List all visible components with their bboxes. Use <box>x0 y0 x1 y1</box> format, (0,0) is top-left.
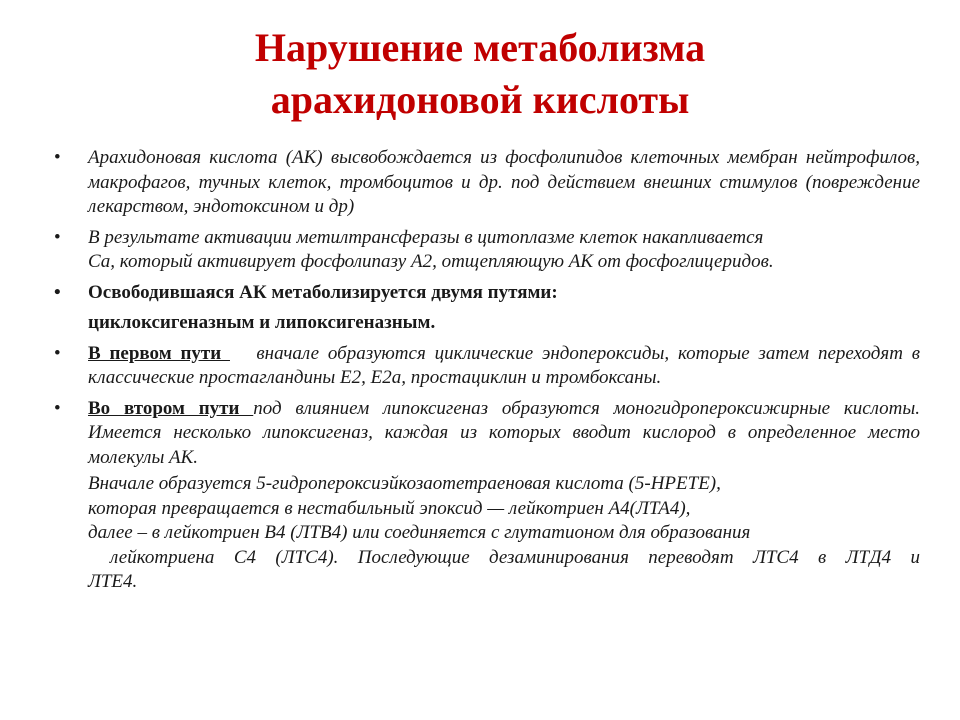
bullet-lead: Во втором пути <box>88 397 254 419</box>
bullet-item-5-details <box>54 472 920 595</box>
bullet-item-5 <box>54 397 920 471</box>
detail-line-1: Вначале образуется 5-гидропероксиэйкозаотетраеновая кислота (5-НРЕТЕ), <box>88 473 721 494</box>
bullet-item-3-continuation: циклоксигеназным и липоксигеназным. <box>88 312 436 333</box>
title-line-1: Нарушение метаболизма <box>254 25 706 70</box>
bullet-lead: В первом пути <box>88 342 230 364</box>
detail-line-5: ЛТЕ4. <box>88 571 138 592</box>
title-line-2: арахидоновой кислоты <box>270 77 690 122</box>
detail-line-2: которая превращается в нестабильный эпоксид — лейкотриен А4(ЛТА4), <box>88 497 691 519</box>
detail-line-3: далее – в лейкотриен В4 (ЛТВ4) или соединяется с глутатионом для образования <box>88 522 751 543</box>
slide-title <box>0 22 960 126</box>
bullet-text: вначале образуются циклические эндопероксиды, которые затем переходят в классические простагландины Е2, Е2а, простациклин и тромбоксаны. <box>88 342 925 388</box>
bullet-marker: • <box>54 281 61 303</box>
bullet-marker: • <box>54 226 61 248</box>
slide-body <box>54 146 925 595</box>
bullet-text: Освободившаяся АК метаболизируется двумя путями: <box>88 281 558 303</box>
bullet-item-3 <box>54 281 920 306</box>
bullet-text-line-2: Са, который активирует фосфолипазу А2, отщепляющую АК от фосфоглицеридов. <box>88 251 774 272</box>
bullet-marker: • <box>54 147 61 168</box>
bullet-item-1 <box>54 146 920 220</box>
bullet-marker: • <box>54 342 61 364</box>
bullet-text-line-1: В результате активации метилтрансферазы в цитоплазме клеток накапливается <box>88 226 764 248</box>
bullet-marker: • <box>54 397 61 419</box>
bullet-item-4 <box>54 342 925 391</box>
detail-line-4: лейкотриена С4 (ЛТС4). Последующие дезаминирования переводят ЛТС4 в ЛТД4 и <box>110 546 920 568</box>
bullet-text: под влиянием липоксигеназ образуются моногидропероксижирные кислоты. Имеется несколько липоксигеназ, каждая из которых вводит кислород в определенное место молекулы АК. <box>88 397 921 468</box>
bullet-item-2 <box>54 226 920 275</box>
bullet-text: Арахидоновая кислота (АК) высвобождается из фосфолипидов клеточных мембран нейтрофилов, макрофагов, тучных клеток, тромбоцитов и др. под действием внешних стимулов (повреждение лекарством, эндотоксином и др) <box>88 147 920 217</box>
